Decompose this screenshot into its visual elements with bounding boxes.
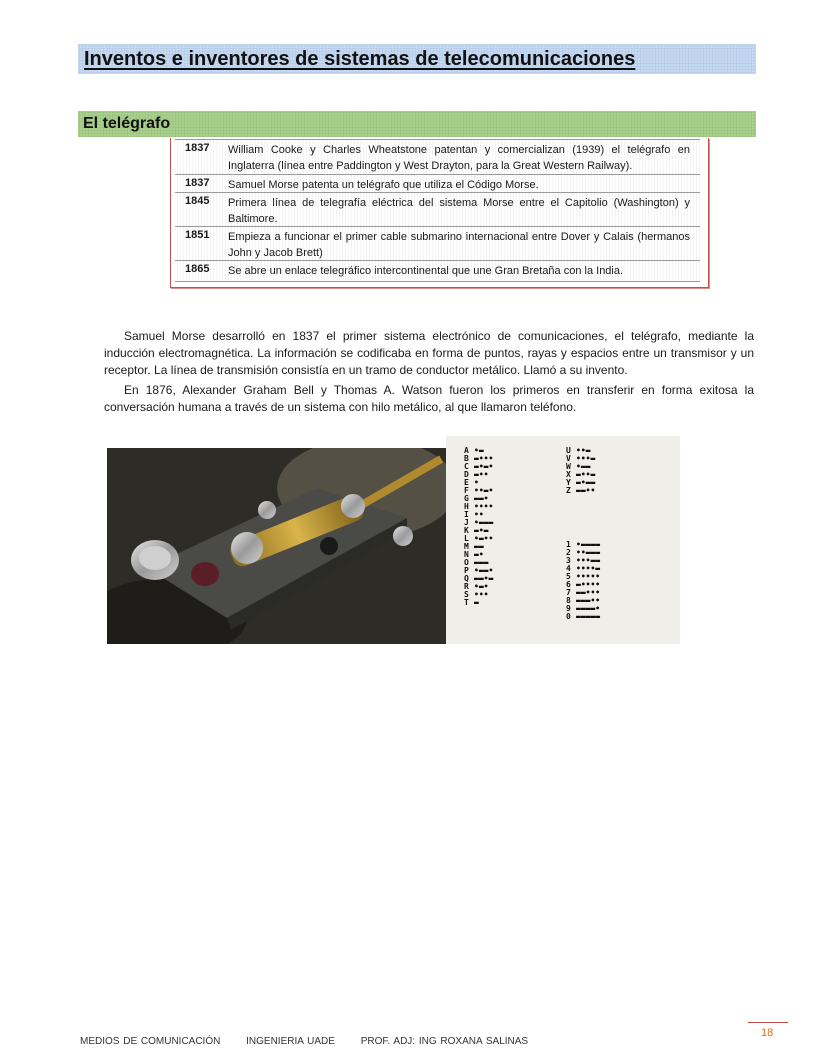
morse-code: ▬•▬•: [474, 462, 494, 471]
morse-char: G: [464, 494, 469, 503]
timeline-text: Se abre un enlace telegráfico intercontinental que une Gran Bretaña con la India.: [228, 265, 624, 277]
morse-code: ••▬▬▬: [576, 548, 601, 557]
morse-code: •▬: [474, 446, 484, 455]
morse-code: ▬▬▬••: [576, 596, 601, 605]
footer-faculty: INGENIERIA UADE: [246, 1036, 335, 1047]
morse-char: 8: [566, 596, 571, 605]
telegraph-key-illustration: [107, 448, 448, 644]
morse-code: •▬▬▬: [474, 518, 494, 527]
morse-code: ▬▬•: [474, 494, 489, 503]
morse-code: ▬••: [474, 470, 489, 479]
timeline-row: [175, 174, 700, 192]
morse-code-chart: [446, 436, 680, 644]
morse-char: F: [464, 486, 469, 495]
timeline-text: Empieza a funcionar el primer cable submarino internacional entre Dover y Calais (hermanos John y Jacob Brett): [228, 231, 690, 259]
morse-char: B: [464, 454, 469, 463]
morse-code: ▬▬•▬: [474, 574, 494, 583]
morse-char: 6: [566, 580, 571, 589]
morse-code: ▬▬•••: [576, 588, 601, 597]
timeline-text: Samuel Morse patenta un telégrafo que utiliza el Código Morse.: [228, 179, 539, 191]
timeline-year: 1845: [185, 195, 210, 207]
timeline-table: [170, 138, 709, 288]
timeline-year: 1851: [185, 229, 210, 241]
morse-char: Z: [566, 486, 571, 495]
morse-char: N: [464, 550, 469, 559]
morse-code: ▬▬▬: [474, 558, 489, 567]
morse-code: •••: [474, 590, 489, 599]
morse-char: K: [464, 526, 469, 535]
morse-code: •▬▬▬▬: [576, 540, 601, 549]
morse-char: R: [464, 582, 469, 591]
morse-code: •▬••: [474, 534, 494, 543]
morse-char: Y: [566, 478, 571, 487]
timeline-year: 1865: [185, 263, 210, 275]
morse-char: V: [566, 454, 571, 463]
timeline-row: [175, 139, 700, 174]
morse-char: M: [464, 542, 469, 551]
section-title: El telégrafo: [83, 115, 171, 132]
morse-char: A: [464, 446, 469, 455]
morse-code: •: [474, 478, 479, 487]
morse-code: ▬▬: [474, 542, 484, 551]
timeline-year: 1837: [185, 177, 210, 189]
morse-char: H: [464, 502, 469, 511]
timeline-text: William Cooke y Charles Wheatstone patentan y comercializan (1939) el telégrafo en Inglaterra (línea entre Paddington y West Drayton, para la Great Western Railway).: [228, 144, 690, 172]
footer-course: MEDIOS DE COMUNICACIÓN: [80, 1036, 221, 1047]
morse-code: ••••: [474, 502, 494, 511]
morse-code: •••▬: [576, 454, 596, 463]
morse-char: I: [464, 510, 469, 519]
footer-teacher: PROF. ADJ: ING ROXANA SALINAS: [360, 1036, 529, 1047]
morse-code: ▬▬••: [576, 486, 596, 495]
morse-char: P: [464, 566, 469, 575]
paragraph-bell: En 1876, Alexander Graham Bell y Thomas A. Watson fueron los primeros en transferir en forma exitosa la conversación humana a través de un sistema con hilo metálico, al que llamaron teléfono.: [104, 383, 754, 414]
morse-code: ••▬: [576, 446, 591, 455]
morse-code: •••••: [576, 572, 601, 581]
morse-char: C: [464, 462, 469, 471]
timeline-row: [175, 260, 700, 282]
morse-code: ▬•: [474, 550, 484, 559]
morse-code: ▬•▬: [474, 526, 489, 535]
timeline-row: [175, 192, 700, 226]
morse-code: ▬•▬▬: [576, 478, 596, 487]
morse-char: 0: [566, 612, 571, 621]
morse-code: •▬▬: [576, 462, 591, 471]
morse-char: 1: [566, 540, 571, 549]
morse-code: •••▬▬: [576, 556, 601, 565]
morse-code: ▬•••: [474, 454, 494, 463]
morse-char: 5: [566, 572, 571, 581]
morse-char: W: [566, 462, 571, 471]
morse-code: ▬▬▬▬•: [576, 604, 601, 613]
footer-divider: [748, 1022, 788, 1023]
morse-code: •▬•: [474, 582, 489, 591]
morse-code: ▬••••: [576, 580, 601, 589]
paragraph-morse: Samuel Morse desarrolló en 1837 el primer sistema electrónico de comunicaciones, el telégrafo, mediante la inducción electromagnética. La información se codificaba en forma de puntos, rayas y espacios entre un transmisor y un receptor. La línea de transmisión consistía en un tramo de conductor metálico. Llamó a su invento.: [104, 329, 754, 377]
morse-char: 7: [566, 588, 571, 597]
timeline-row: [175, 226, 700, 260]
telegraph-key-photo: [107, 448, 448, 644]
morse-code: ••••▬: [576, 564, 601, 573]
page-title: Inventos e inventores de sistemas de telecomunicaciones: [84, 48, 636, 70]
morse-letter-row: [464, 599, 479, 607]
morse-code: ••▬•: [474, 486, 494, 495]
morse-code: ▬: [474, 598, 479, 607]
morse-char: D: [464, 470, 469, 479]
morse-char: 9: [566, 604, 571, 613]
morse-char: X: [566, 470, 571, 479]
page-number: 18: [761, 1027, 774, 1039]
morse-code: •▬▬•: [474, 566, 494, 575]
footer: [80, 1036, 550, 1047]
timeline-year: 1837: [185, 142, 210, 154]
morse-char: L: [464, 534, 469, 543]
morse-code: ▬••▬: [576, 470, 596, 479]
morse-char: E: [464, 478, 469, 487]
morse-char: 4: [566, 564, 571, 573]
morse-char: J: [464, 518, 469, 527]
morse-char: T: [464, 598, 469, 607]
morse-digit-row: [566, 613, 600, 621]
morse-letter-row: [566, 487, 595, 495]
morse-char: O: [464, 558, 469, 567]
morse-char: U: [566, 446, 571, 455]
morse-code: ••: [474, 510, 484, 519]
morse-char: Q: [464, 574, 469, 583]
morse-char: S: [464, 590, 469, 599]
section-bar: [78, 111, 756, 137]
morse-code: ▬▬▬▬▬: [576, 612, 601, 621]
morse-char: 2: [566, 548, 571, 557]
morse-char: 3: [566, 556, 571, 565]
timeline-text: Primera línea de telegrafía eléctrica del sistema Morse entre el Capitolio (Washington) y Baltimore.: [228, 197, 690, 225]
